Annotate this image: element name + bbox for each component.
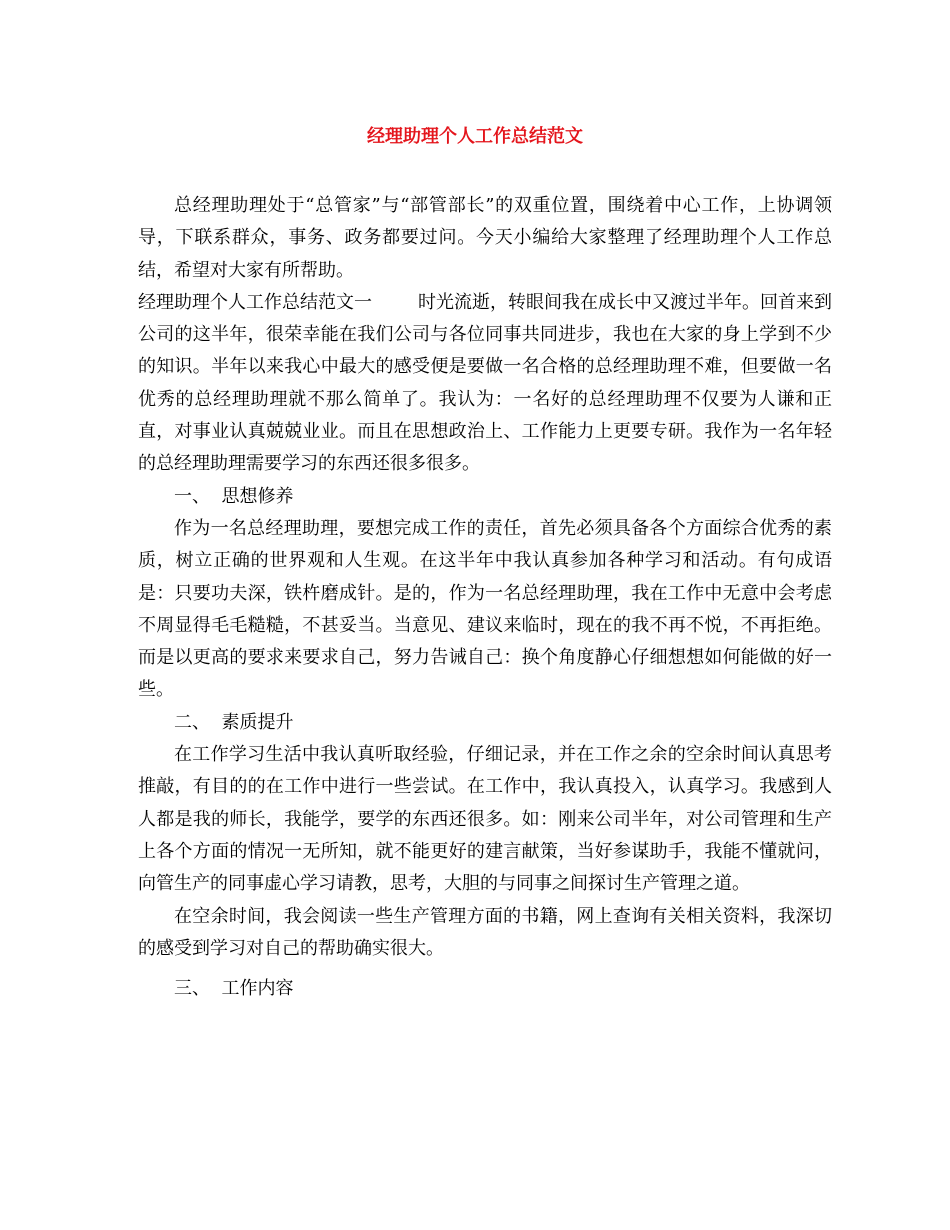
section-one-label: 经理助理个人工作总结范文一 xyxy=(138,291,372,313)
paragraph-thought-cultivation: 作为一名总经理助理，要想完成工作的责任，首先必须具备各个方面综合优秀的素质，树立正确的世界观和人生观。在这半年中我认真参加各种学习和活动。有句成语是：只要功夫深，铁杵磨成针。是的，作为一名总经理助理，我在工作中无意中会考虑不周显得毛毛糙糙，不甚妥当。当意见、建议来临时，现在的我不再不悦，不再拒绝。而是以更高的要求来要求自己，努力告诫自己：换个角度静心仔细想想如何能做的好一些。 xyxy=(138,517,832,701)
document-body xyxy=(138,190,832,1005)
spacer xyxy=(138,965,832,973)
heading-work-content: 三、 工作内容 xyxy=(174,978,294,1000)
intro-paragraph: 总经理助理处于“总管家”与“部管部长”的双重位置，围绕着中心工作，上协调领导，下联系群众，事务、政务都要过问。今天小编给大家整理了经理助理个人工作总结，希望对大家有所帮助。 xyxy=(138,195,832,281)
section-one-paragraph xyxy=(138,287,832,481)
document-title: 经理助理个人工作总结范文 xyxy=(367,126,583,147)
heading-thought-cultivation: 一、 思想修养 xyxy=(174,485,294,507)
section-one-text: 时光流逝，转眼间我在成长中又渡过半年。回首来到公司的这半年，很荣幸能在我们公司与各位同事共同进步，我也在大家的身上学到不少的知识。半年以来我心中最大的感受便是要做一名合格的总经理助理不难，但要做一名优秀的总经理助理就不那么简单了。我认为：一名好的总经理助理不仅要为人谦和正直，对事业认真兢兢业业。而且在思想政治上、工作能力上更要专研。我作为一名年轻的总经理助理需要学习的东西还很多很多。 xyxy=(138,291,832,475)
paragraph-spare-time: 在空余时间，我会阅读一些生产管理方面的书籍，网上查询有关相关资料，我深切的感受到学习对自己的帮助确实很大。 xyxy=(138,905,832,959)
heading-quality-improvement: 二、 素质提升 xyxy=(174,711,294,733)
paragraph-quality-improvement: 在工作学习生活中我认真听取经验，仔细记录，并在工作之余的空余时间认真思考推敲，有目的的在工作中进行一些尝试。在工作中，我认真投入，认真学习。我感到人人都是我的师长，我能学，要学的东西还很多。如：刚来公司半年，对公司管理和生产上各个方面的情况一无所知，就不能更好的建言献策，当好参谋助手，我能不懂就问，向管生产的同事虚心学习请教，思考，大胆的与同事之间探讨生产管理之道。 xyxy=(138,744,832,895)
